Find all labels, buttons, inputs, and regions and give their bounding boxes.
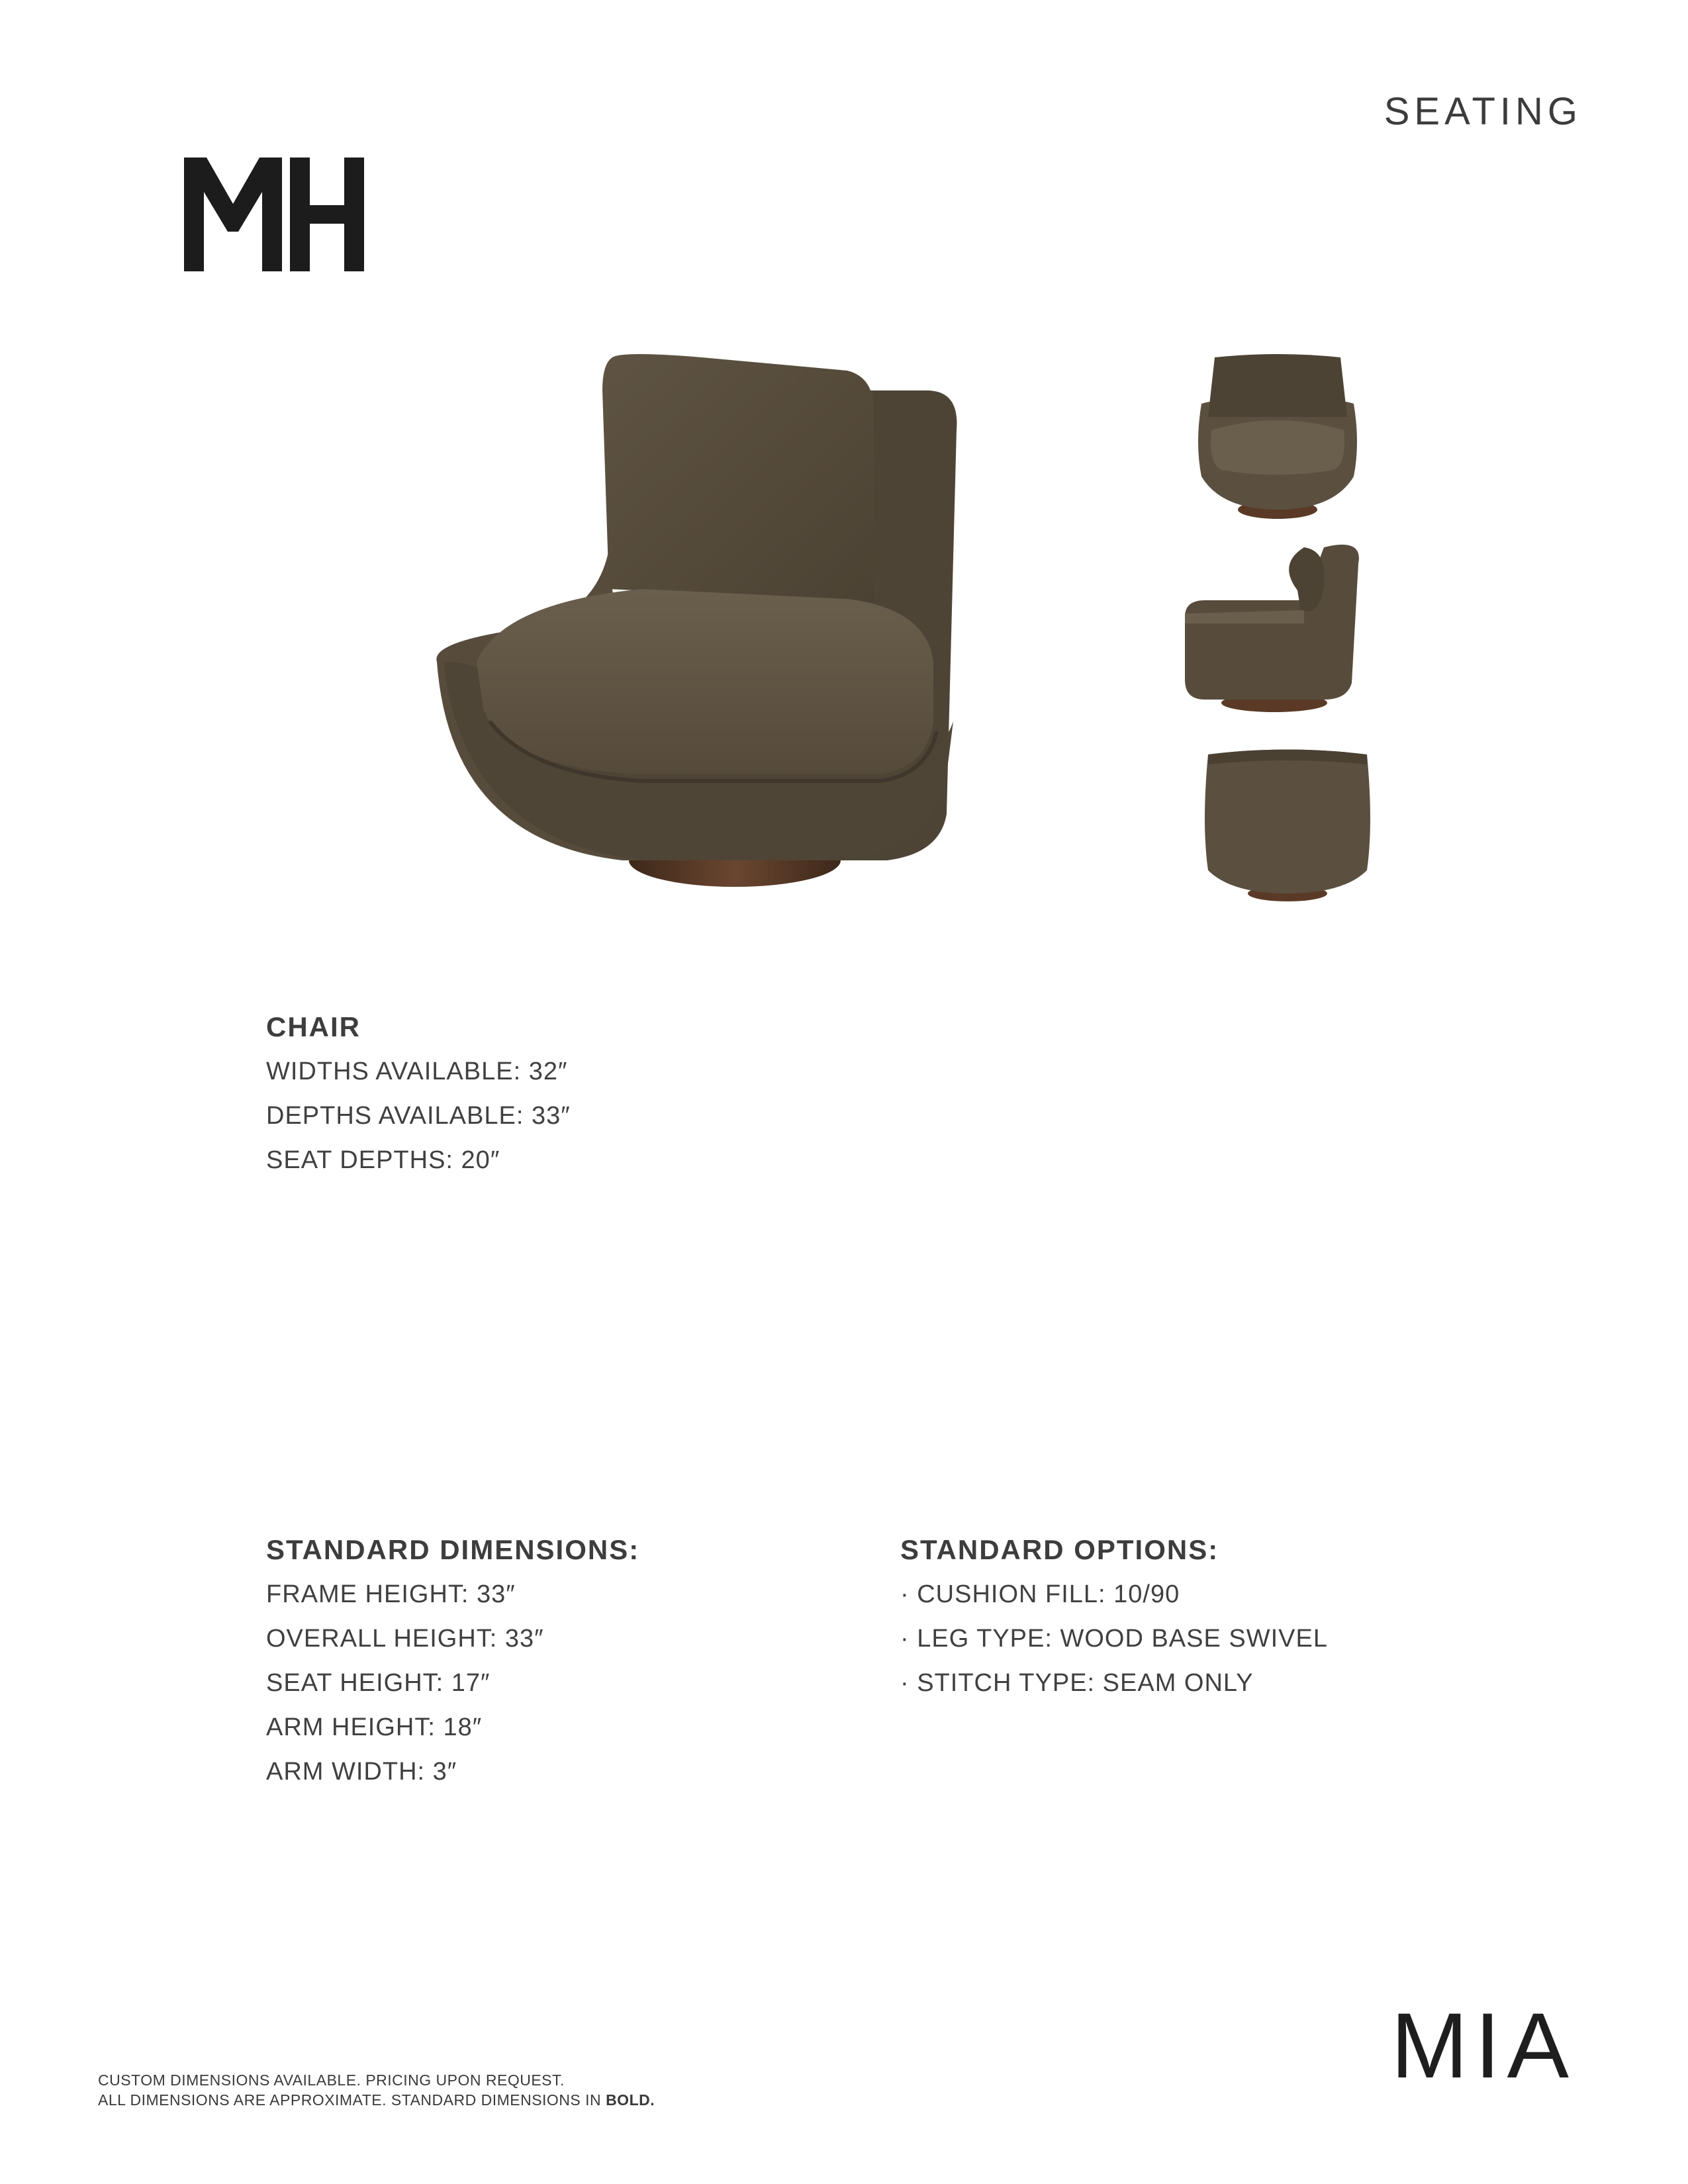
standard-dimensions-heading: STANDARD DIMENSIONS: xyxy=(266,1534,640,1565)
product-type-heading: CHAIR xyxy=(266,1011,361,1042)
mh-logo xyxy=(184,158,364,271)
dimension-item: ARM WIDTH: 3″ xyxy=(266,1758,457,1786)
standard-options-heading: STANDARD OPTIONS: xyxy=(900,1534,1219,1565)
dimension-item: SEAT HEIGHT: 17″ xyxy=(266,1669,491,1697)
product-title: MIA xyxy=(1391,1993,1575,2097)
dimension-item: FRAME HEIGHT: 33″ xyxy=(266,1580,516,1608)
chair-side-view-image xyxy=(1178,537,1370,716)
footnote-bold-word: BOLD. xyxy=(606,2091,655,2109)
footnote-line-2-text: ALL DIMENSIONS ARE APPROXIMATE. STANDARD DIMENSIONS IN xyxy=(98,2091,606,2109)
footnote-line-2 xyxy=(98,2091,655,2109)
chair-main-image xyxy=(424,351,973,907)
spec-widths: WIDTHS AVAILABLE: 32″ xyxy=(266,1058,568,1085)
dimension-item: OVERALL HEIGHT: 33″ xyxy=(266,1625,544,1653)
chair-front-view-image xyxy=(1182,351,1374,523)
option-item: · LEG TYPE: WOOD BASE SWIVEL xyxy=(900,1625,1329,1653)
option-item: · STITCH TYPE: SEAM ONLY xyxy=(900,1669,1254,1697)
footnote-line-1: CUSTOM DIMENSIONS AVAILABLE. PRICING UPON REQUEST. xyxy=(98,2071,565,2089)
spec-seat-depths: SEAT DEPTHS: 20″ xyxy=(266,1146,500,1174)
category-label: SEATING xyxy=(1383,90,1582,133)
spec-depths: DEPTHS AVAILABLE: 33″ xyxy=(266,1102,571,1130)
option-item: · CUSHION FILL: 10/90 xyxy=(900,1580,1180,1608)
dimension-item: ARM HEIGHT: 18″ xyxy=(266,1713,483,1741)
chair-back-view-image xyxy=(1192,745,1383,903)
